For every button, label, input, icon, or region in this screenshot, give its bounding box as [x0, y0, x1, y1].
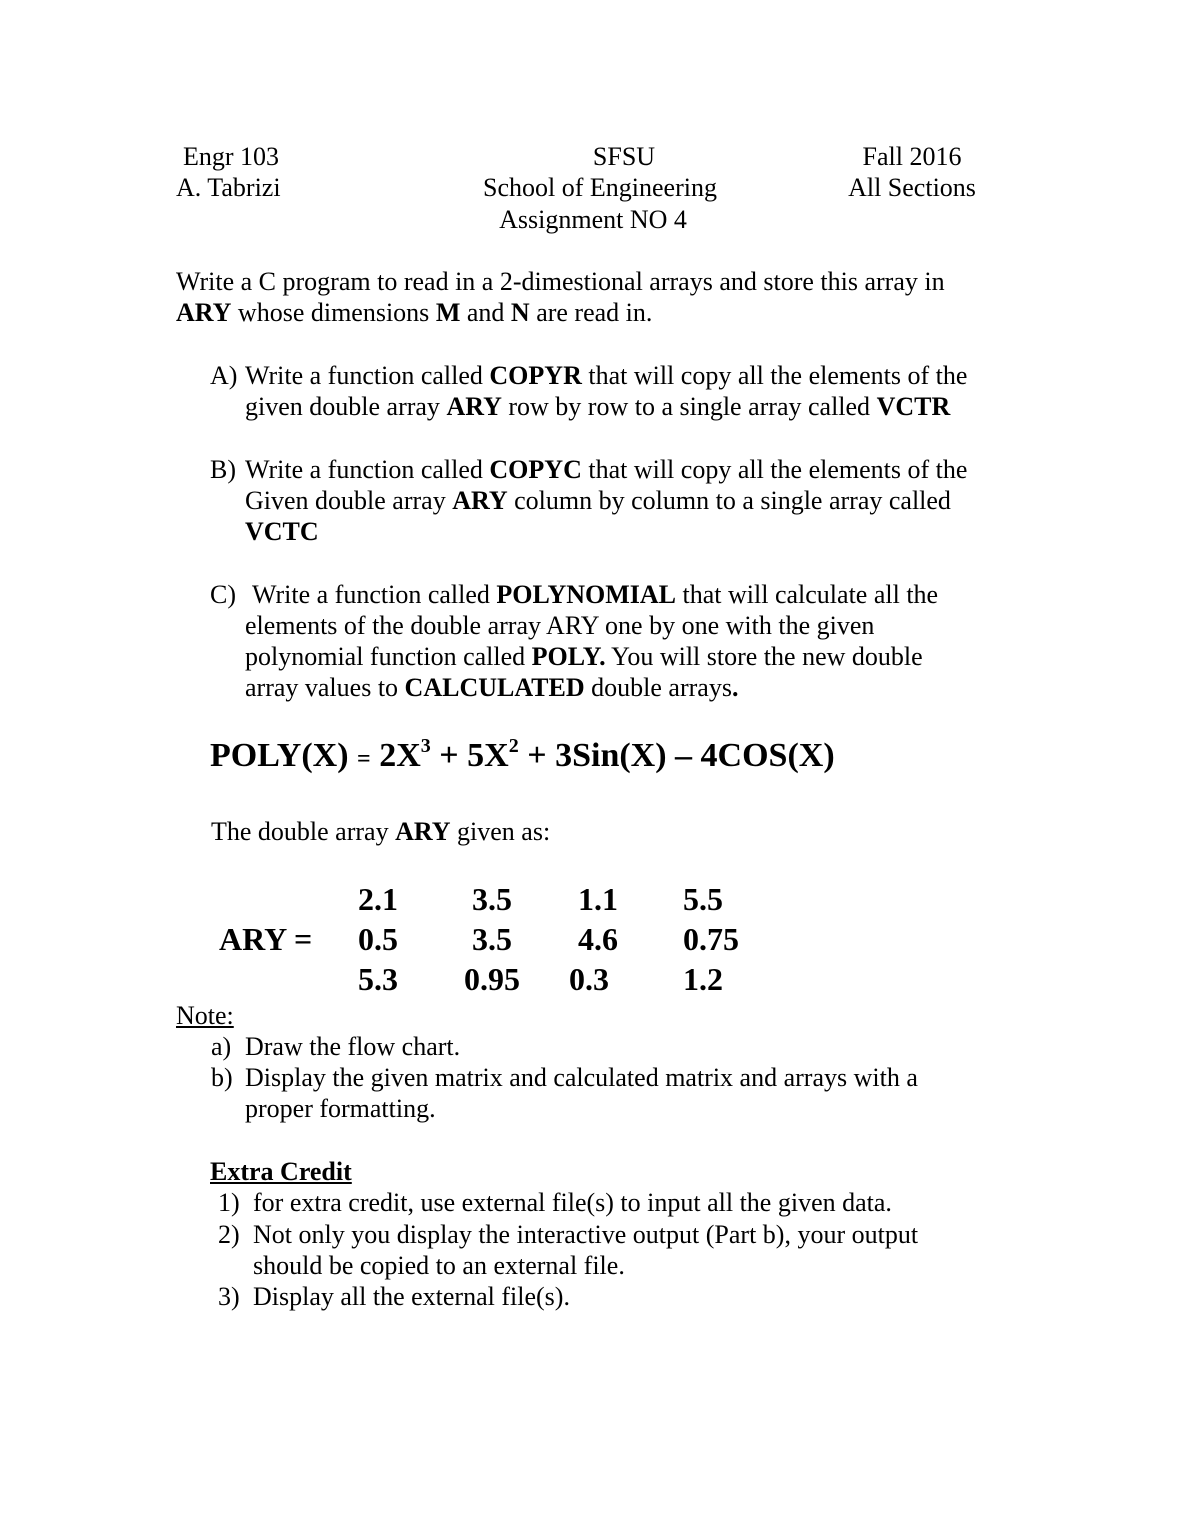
intro-ary: ARY [176, 298, 232, 327]
part-c-t5: array values to [245, 673, 405, 702]
matrix-r0-c0: 2.1 [358, 881, 398, 917]
part-a-ary: ARY [446, 392, 502, 421]
matrix-r1-c0: 0.5 [358, 921, 398, 957]
extra-credit-item-text: for extra credit, use external file(s) to input all the given data. [253, 1188, 892, 1217]
matrix-r2-c0: 5.3 [358, 961, 398, 997]
formula-term-1: 2X [379, 737, 421, 774]
formula-exp-2: 2 [508, 735, 519, 757]
part-c-label: C) [210, 580, 236, 609]
extra-credit-title [210, 1156, 352, 1187]
intro-text-3: and [460, 298, 511, 327]
intro-n: N [510, 298, 530, 327]
intro-line-2 [176, 297, 945, 328]
matrix-r0-c1: 3.5 [472, 881, 512, 917]
matrix-r1-c2: 4.6 [578, 921, 618, 957]
part-b-t1: Write a function called [245, 455, 490, 484]
part-b-label: B) [210, 455, 236, 484]
part-a-label: A) [210, 361, 238, 390]
part-c-t4: You will store the new double [605, 642, 923, 671]
matrix-r0-c3: 5.5 [683, 881, 723, 917]
part-b-t3: Given double array [245, 486, 453, 515]
university-name: SFSU [592, 142, 656, 171]
formula-exp-1: 3 [420, 735, 431, 757]
formula-lhs: POLY(X) [210, 737, 349, 774]
note-item-text [245, 1062, 918, 1124]
part-b-copyc: COPYC [489, 455, 582, 484]
part-b-ary: ARY [452, 486, 508, 515]
part-c-t3: polynomial function called [245, 642, 532, 671]
part-c-poly: POLY. [531, 642, 606, 671]
note-item-label: b) [211, 1063, 233, 1092]
matrix-r2-c1: 0.95 [464, 961, 520, 997]
formula-term-3: + 3Sin(X) – 4COS(X) [527, 737, 835, 774]
extra-credit-item-text: Display all the external file(s). [253, 1282, 570, 1311]
instructor-name: A. Tabrizi [176, 173, 281, 202]
part-c-t2: that will calculate all the [676, 580, 939, 609]
extra-credit-item-label: 1) [218, 1188, 240, 1217]
intro-paragraph [176, 266, 945, 328]
extra-credit-item-line: should be copied to an external file. [253, 1251, 625, 1280]
term: Fall 2016 [862, 142, 962, 171]
school-name: School of Engineering [483, 173, 717, 202]
intro-text-4: are read in. [529, 298, 653, 327]
note-item-text: Draw the flow chart. [245, 1032, 461, 1061]
note-item-label: a) [211, 1032, 232, 1061]
sections: All Sections [848, 173, 976, 202]
part-a-t4: row by row to a single array called [501, 392, 877, 421]
extra-credit-item-label: 3) [218, 1282, 240, 1311]
intro-text-1: Write a C program to read in a 2-dimestional arrays and store this array in [176, 267, 945, 296]
intro-m: M [435, 298, 461, 327]
matrix-r0-c2: 1.1 [578, 881, 618, 917]
ary-intro-t2: given as: [450, 817, 551, 846]
matrix-r1-c3: 0.75 [683, 921, 739, 957]
part-a-vctr: VCTR [876, 392, 951, 421]
note-title-text: Note: [176, 1001, 234, 1030]
part-a-text [245, 360, 967, 422]
matrix-r2-c3: 1.2 [683, 961, 723, 997]
part-b-t2: that will copy all the elements of the [581, 455, 968, 484]
ary-intro [211, 816, 550, 847]
extra-credit-title-text: Extra Credit [210, 1157, 352, 1186]
note-item-line: proper formatting. [245, 1094, 436, 1123]
assignment-title: Assignment NO 4 [499, 205, 687, 234]
part-c-line2: elements of the double array ARY one by one with the given [245, 611, 875, 640]
matrix-r1-c1: 3.5 [472, 921, 512, 957]
ary-intro-t1: The double array [211, 817, 396, 846]
course-code: Engr 103 [183, 142, 280, 171]
note-item-line: Display the given matrix and calculated matrix and arrays with a [245, 1063, 918, 1092]
part-a-copyr: COPYR [489, 361, 582, 390]
matrix-label: ARY = [219, 921, 313, 957]
extra-credit-item-line: Not only you display the interactive output (Part b), your output [253, 1220, 919, 1249]
part-c-polynomial: POLYNOMIAL [496, 580, 677, 609]
intro-text-2: whose dimensions [231, 298, 436, 327]
intro-line-1 [176, 266, 945, 297]
part-c-t6: double arrays [584, 673, 732, 702]
part-a-t3: given double array [245, 392, 447, 421]
ary-intro-ary: ARY [395, 817, 451, 846]
part-c-dot: . [731, 673, 739, 702]
note-title [176, 1000, 234, 1031]
part-c-text [245, 579, 938, 703]
extra-credit-item-label: 2) [218, 1220, 240, 1249]
formula-term-2: + 5X [439, 737, 509, 774]
part-a-t2: that will copy all the elements of the [581, 361, 968, 390]
part-c-calculated: CALCULATED [404, 673, 585, 702]
part-b-vctc: VCTC [245, 517, 319, 546]
part-b-t4: column by column to a single array called [507, 486, 951, 515]
part-c-t1: Write a function called [252, 580, 497, 609]
part-a-t1: Write a function called [245, 361, 490, 390]
extra-credit-item-text [253, 1219, 918, 1281]
part-b-text [245, 454, 967, 547]
poly-formula [210, 736, 835, 779]
formula-equals: = [357, 746, 371, 772]
matrix-r2-c2: 0.3 [569, 961, 609, 997]
